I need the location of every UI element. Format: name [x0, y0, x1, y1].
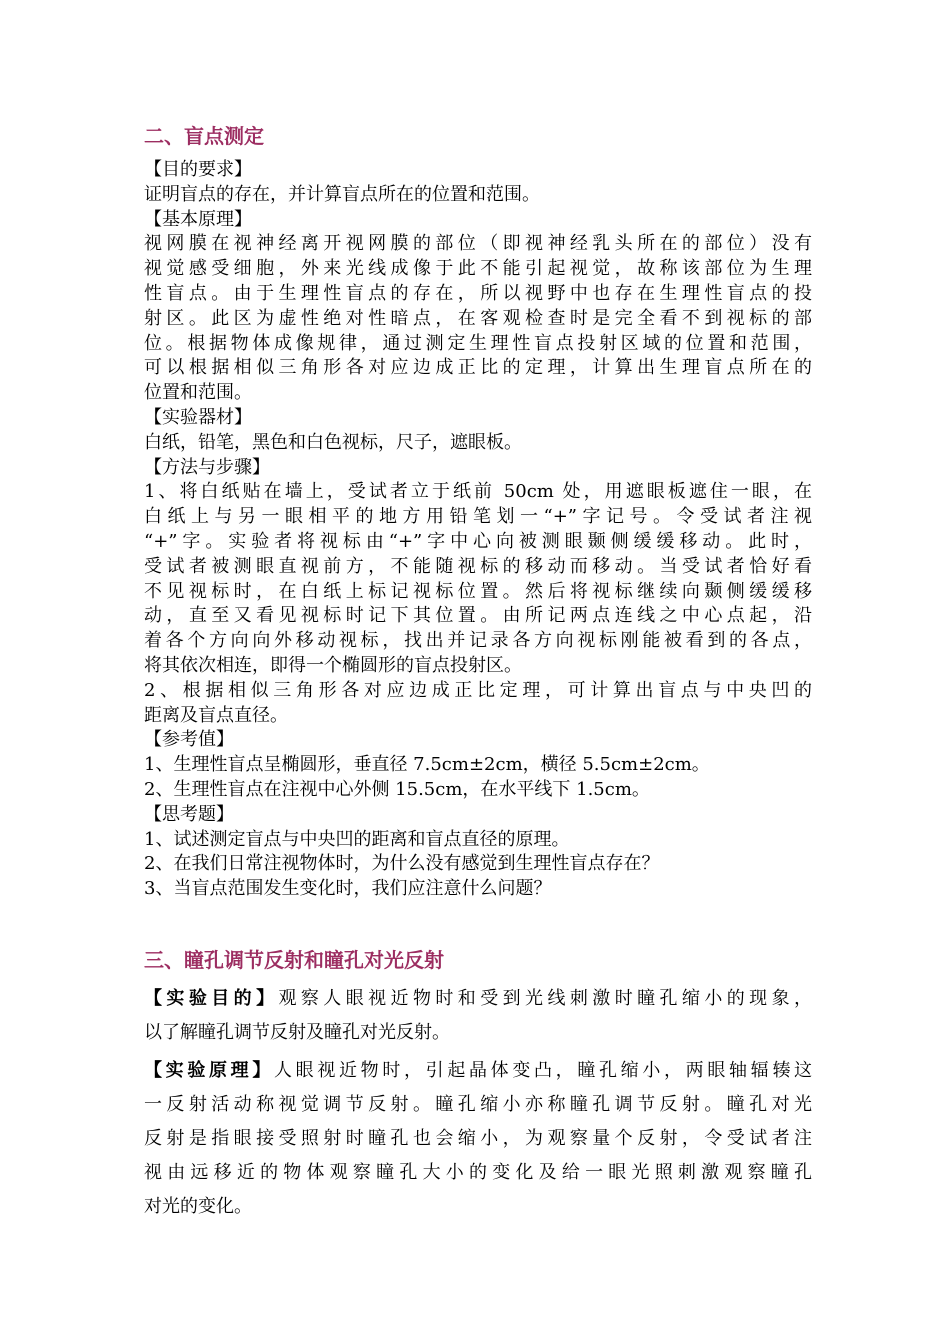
text-line: 证明盲点的存在，并计算盲点所在的位置和范围。	[144, 183, 540, 205]
text-line: 【参考值】	[144, 729, 234, 751]
text-line: 2、根据相似三角形各对应边成正比定理，可计算出盲点与中央凹的	[144, 679, 812, 701]
text-line: 视网膜在视神经离开视网膜的部位（即视神经乳头所在的部位）没有	[144, 233, 812, 255]
text-line: 1、生理性盲点呈椭圆形，垂直径 7.5cm±2cm，横径 5.5cm±2cm。	[144, 754, 710, 776]
paragraph-label: 【实验原理】	[144, 1060, 274, 1081]
text-line: 性盲点。由于生理性盲点的存在，所以视野中也存在生理性盲点的投	[144, 282, 812, 304]
text-line: 【思考题】	[144, 803, 234, 825]
text-line: 1、试述测定盲点与中央凹的距离和盲点直径的原理。	[144, 828, 570, 850]
paragraph-line: 视由远移近的物体观察瞳孔大小的变化及给一眼光照刺激观察瞳孔	[144, 1162, 812, 1183]
paragraph-text: 观察人眼视近物时和受到光线刺激时瞳孔缩小的现象，	[278, 988, 812, 1009]
section-blind-spot	[144, 120, 812, 902]
text-line: 视觉感受细胞，外来光线成像于此不能引起视觉，故称该部位为生理	[144, 258, 812, 280]
paragraph-line: 一反射活动称视觉调节反射。瞳孔缩小亦称瞳孔调节反射。瞳孔对光	[144, 1094, 812, 1115]
section-title: 二、盲点测定	[144, 124, 264, 148]
paragraph-line: 以了解瞳孔调节反射及瞳孔对光反射。	[144, 1022, 450, 1043]
section-body	[144, 158, 812, 902]
paragraph-purpose	[144, 982, 812, 1050]
text-line: 2、在我们日常注视物体时，为什么没有感觉到生理性盲点存在？	[144, 853, 660, 875]
text-line: 【基本原理】	[144, 208, 252, 230]
text-line: 射区。此区为虚性绝对性暗点，在客观检查时是完全看不到视标的部	[144, 307, 812, 329]
text-line: 2、生理性盲点在注视中心外侧 15.5cm，在水平线下 1.5cm。	[144, 778, 650, 800]
text-line: 可以根据相似三角形各对应边成正比的定理，计算出生理盲点所在的	[144, 357, 812, 379]
text-line: 将其依次相连，即得一个椭圆形的盲点投射区。	[144, 654, 522, 676]
paragraph-line	[144, 982, 812, 1016]
text-line: 距离及盲点直径。	[144, 704, 288, 726]
text-line: 位置和范围。	[144, 382, 252, 404]
text-line: 【实验器材】	[144, 406, 252, 428]
paragraph-principle	[144, 1054, 812, 1224]
text-line: 着各个方向向外移动视标，找出并记录各方向视标刚能被看到的各点，	[144, 630, 812, 652]
paragraph-line	[144, 1054, 812, 1088]
section-pupil-reflex	[144, 942, 812, 1228]
text-line: 动，直至又看见视标时记下其位置。由所记两点连线之中心点起，沿	[144, 605, 812, 627]
paragraph-line: 反射是指眼接受照射时瞳孔也会缩小，为观察量个反射，令受试者注	[144, 1128, 812, 1149]
section-title: 三、瞳孔调节反射和瞳孔对光反射	[144, 948, 444, 972]
text-line: 【目的要求】	[144, 159, 252, 180]
text-line: 白纸上与另一眼相平的地方用铅笔划一“+”字记号。令受试者注视	[144, 506, 812, 528]
document-page	[144, 120, 812, 1217]
text-line: 位。根据物体成像规律，通过测定生理性盲点投射区域的位置和范围，	[144, 332, 812, 354]
text-line: “+”字。实验者将视标由“+”字中心向被测眼颞侧缓缓移动。此时，	[144, 530, 812, 552]
text-line: 【方法与步骤】	[144, 456, 270, 478]
text-line: 不见视标时，在白纸上标记视标位置。然后将视标继续向颞侧缓缓移	[144, 580, 812, 602]
text-line: 3、当盲点范围发生变化时，我们应注意什么问题？	[144, 878, 552, 900]
paragraph-line: 对光的变化。	[144, 1196, 252, 1217]
text-line: 白纸，铅笔，黑色和白色视标，尺子，遮眼板。	[144, 431, 522, 453]
paragraph-label: 【实验目的】	[144, 988, 279, 1009]
text-line: 1、将白纸贴在墙上，受试者立于纸前 50cm 处，用遮眼板遮住一眼，在	[144, 481, 812, 503]
paragraph-text: 人眼视近物时，引起晶体变凸，瞳孔缩小，两眼轴辐辏这	[274, 1060, 812, 1081]
text-line: 受试者被测眼直视前方，不能随视标的移动而移动。当受试者恰好看	[144, 555, 812, 577]
